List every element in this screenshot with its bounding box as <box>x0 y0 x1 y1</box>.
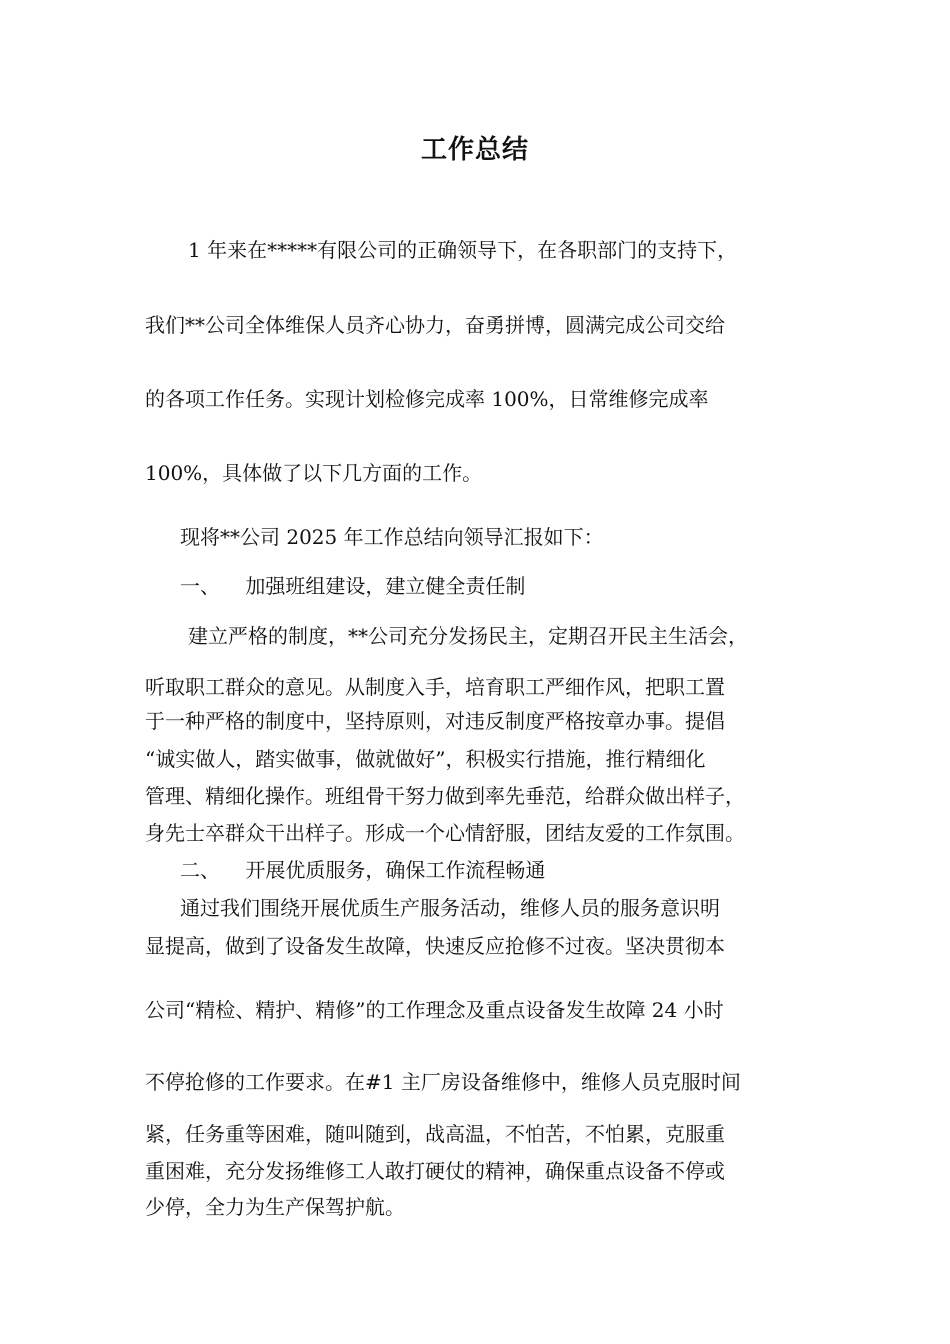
section-heading: 一、 加强班组建设，建立健全责任制 <box>180 574 526 598</box>
paragraph-line: 少停，全力为生产保驾护航。 <box>145 1195 405 1219</box>
paragraph-line: 身先士卒群众干出样子。形成一个心情舒服，团结友爱的工作氛围。 <box>145 821 745 845</box>
paragraph-line: 不停抢修的工作要求。在#1 主厂房设备维修中，维修人员克服时间 <box>145 1070 741 1094</box>
section-heading: 二、 开展优质服务，确保工作流程畅通 <box>180 858 546 882</box>
paragraph-line: 重困难，充分发扬维修工人敢打硬仗的精神，确保重点设备不停或 <box>145 1159 725 1183</box>
paragraph-line: 我们**公司全体维保人员齐心协力，奋勇拼博，圆满完成公司交给 <box>145 313 725 337</box>
document-title: 工作总结 <box>420 135 529 165</box>
paragraph-line: 于一种严格的制度中，坚持原则，对违反制度严格按章办事。提倡 <box>145 709 725 733</box>
paragraph-line: “诚实做人，踏实做事，做就做好”，积极实行措施，推行精细化 <box>145 747 706 771</box>
paragraph-line: 显提高，做到了设备发生故障，快速反应抢修不过夜。坚决贯彻本 <box>145 934 725 958</box>
paragraph-line: 紧，任务重等困难，随叫随到，战高温，不怕苦，不怕累，克服重 <box>145 1122 725 1146</box>
paragraph-line: 100%，具体做了以下几方面的工作。 <box>145 461 483 485</box>
paragraph-line: 建立严格的制度，**公司充分发扬民主，定期召开民主生活会， <box>188 624 748 648</box>
paragraph-line: 通过我们围绕开展优质生产服务活动，维修人员的服务意识明 <box>180 896 720 920</box>
paragraph-line: 现将**公司 2025 年工作总结向领导汇报如下： <box>180 525 604 549</box>
paragraph-line: 公司“精检、精护、精修”的工作理念及重点设备发生故障 24 小时 <box>145 998 724 1022</box>
paragraph-line: 管理、精细化操作。班组骨干努力做到率先垂范，给群众做出样子， <box>145 784 745 808</box>
paragraph-line: 1 年来在*****有限公司的正确领导下，在各职部门的支持下， <box>188 238 738 262</box>
paragraph-line: 的各项工作任务。实现计划检修完成率 100%，日常维修完成率 <box>145 387 709 411</box>
paragraph-line: 听取职工群众的意见。从制度入手，培育职工严细作风，把职工置 <box>145 675 725 699</box>
